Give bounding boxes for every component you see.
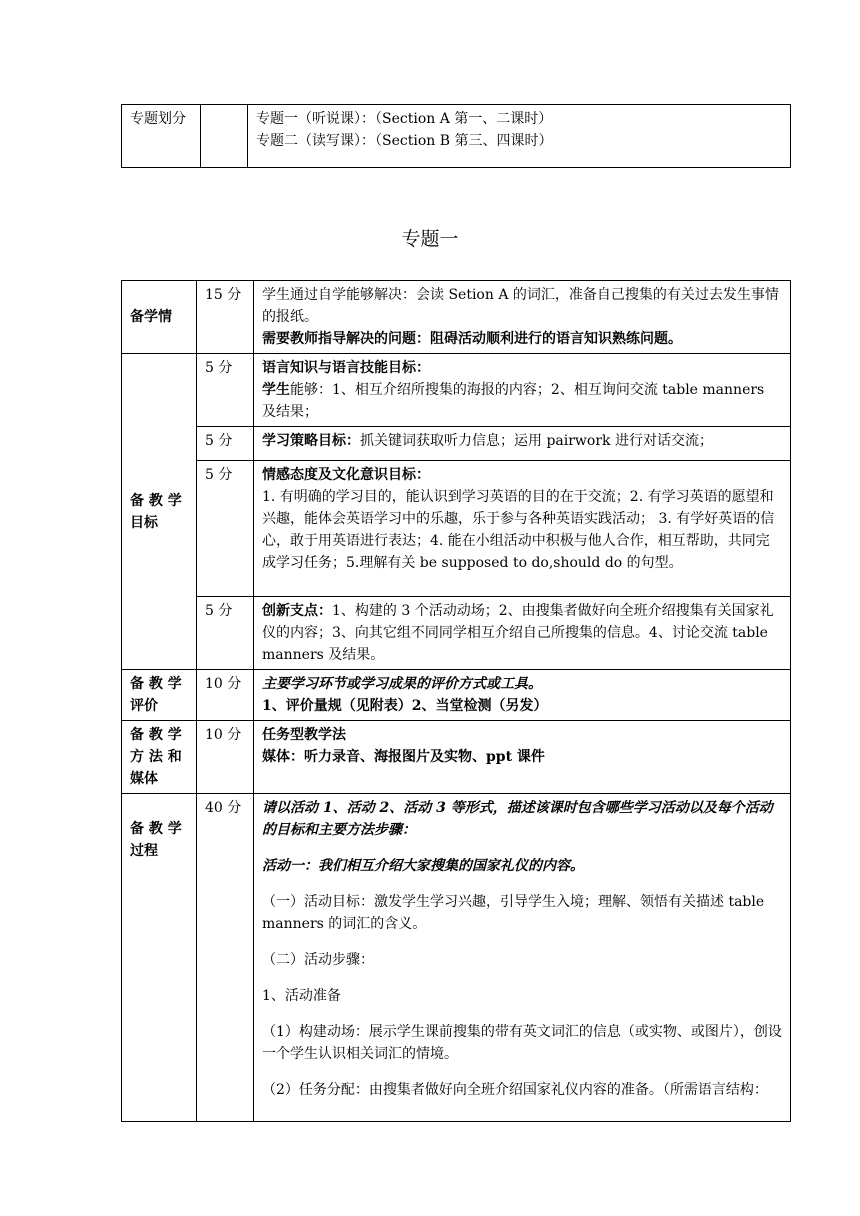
topic-division-label: 专题划分: [122, 105, 201, 168]
empty-cell: [201, 105, 248, 168]
evaluation-tools: 1、评价量规（见附表）2、当堂检测（另发）: [262, 698, 548, 714]
row-label-xueqing: 备学情: [122, 281, 197, 354]
step-two: （2）任务分配：由搜集者做好向全班介绍国家礼仪内容的准备。（所需语言结构：: [262, 1082, 768, 1098]
activity-steps: （二）活动步骤：: [262, 952, 374, 968]
language-goal-content: [254, 354, 791, 427]
topic-division-table: [121, 104, 791, 168]
row-label-guocheng: 备 教 学 过程: [122, 794, 197, 1122]
goal-body: 1、构建的 3 个活动动场；2、由搜集者做好向全班介绍搜集有关国家礼仪的内容；3、向其它组不同同学相互介绍自己所搜集的信息。4、讨论交流 table manners 及结果。: [262, 603, 774, 663]
time-cell: 10 分: [197, 721, 254, 794]
goal-body: 1. 有明确的学习目的，能认识到学习英语的目的在于交流；2. 有学习英语的愿望和兴趣，能体会英语学习中的乐趣，乐于参与各种英语实践活动； 3. 有学好英语的信心，敢于用英语进行表达；4. 能在小组活动中积极与他人合作，相互帮助，共同完成学习任务；5.理解有关 be supposed to do,should do 的句型。: [262, 489, 775, 571]
row-label-pingjia: 备 教 学 评价: [122, 670, 197, 721]
topic-one-line: 专题一（听说课）：（Section A 第一、二课时）: [256, 111, 553, 127]
time-cell: 10 分: [197, 670, 254, 721]
topic-division-content: [248, 105, 791, 168]
goal-title: 学习策略目标：: [262, 433, 360, 449]
goal-body: 能够：1、相互介绍所搜集的海报的内容；2、相互询问交流 table manners 及结果；: [262, 382, 765, 420]
step-one: （1）构建动场：展示学生课前搜集的带有英文词汇的信息（或实物、或图片），创设一个学生认识相关词汇的情境。: [262, 1024, 782, 1062]
lesson-plan-table: [121, 280, 791, 1122]
goal-body: 抓关键词获取听力信息；运用 pairwork 进行对话交流；: [360, 433, 713, 449]
time-cell: 5 分: [197, 354, 254, 427]
process-intro: 请以活动 1、活动 2、活动 3 等形式，描述该课时包含哪些学习活动以及每个活动的目标和主要方法步骤：: [262, 800, 773, 838]
row-label-mubiao: 备 教 学 目标: [122, 354, 197, 670]
method-content: [254, 721, 791, 794]
activity-one-title: 活动一：我们相互介绍大家搜集的国家礼仪的内容。: [262, 858, 584, 874]
emotion-goal-content: [254, 461, 791, 597]
method-line: 任务型教学法: [262, 727, 346, 743]
xueqing-text: 学生通过自学能够解决：会读 Setion A 的词汇，准备自己搜集的有关过去发生事情的报纸。: [262, 287, 779, 325]
goal-title: 情感态度及文化意识目标：: [262, 467, 430, 483]
time-cell: 5 分: [197, 461, 254, 597]
goal-title: 创新支点：: [262, 603, 332, 619]
time-cell: 15 分: [197, 281, 254, 354]
section-heading: 专题一: [401, 228, 459, 250]
strategy-goal-content: [254, 427, 791, 461]
process-content: [254, 794, 791, 1122]
topic-two-line: 专题二（读写课）：（Section B 第三、四课时）: [256, 133, 553, 149]
time-cell: 5 分: [197, 427, 254, 461]
activity-goal: （一）活动目标：激发学生学习兴趣，引导学生入境；理解、领悟有关描述 table manners 的词汇的含义。: [262, 894, 765, 932]
goal-lead: 学生: [262, 382, 290, 398]
goal-text: [262, 379, 782, 423]
evaluation-line: 主要学习环节或学习成果的评价方式或工具。: [262, 676, 542, 692]
evaluation-content: [254, 670, 791, 721]
row-label-fangfa: 备 教 学 方 法 和 媒体: [122, 721, 197, 794]
activity-prep: 1、活动准备: [262, 988, 341, 1004]
xueqing-content: [254, 281, 791, 354]
time-cell: 40 分: [197, 794, 254, 1122]
innovation-content: [254, 597, 791, 670]
goal-title: 语言知识与语言技能目标：: [262, 360, 430, 376]
time-cell: 5 分: [197, 597, 254, 670]
media-line: 媒体：听力录音、海报图片及实物、ppt 课件: [262, 749, 545, 765]
xueqing-teacher-note: 需要教师指导解决的问题：阻碍活动顺利进行的语言知识熟练问题。: [262, 331, 682, 347]
